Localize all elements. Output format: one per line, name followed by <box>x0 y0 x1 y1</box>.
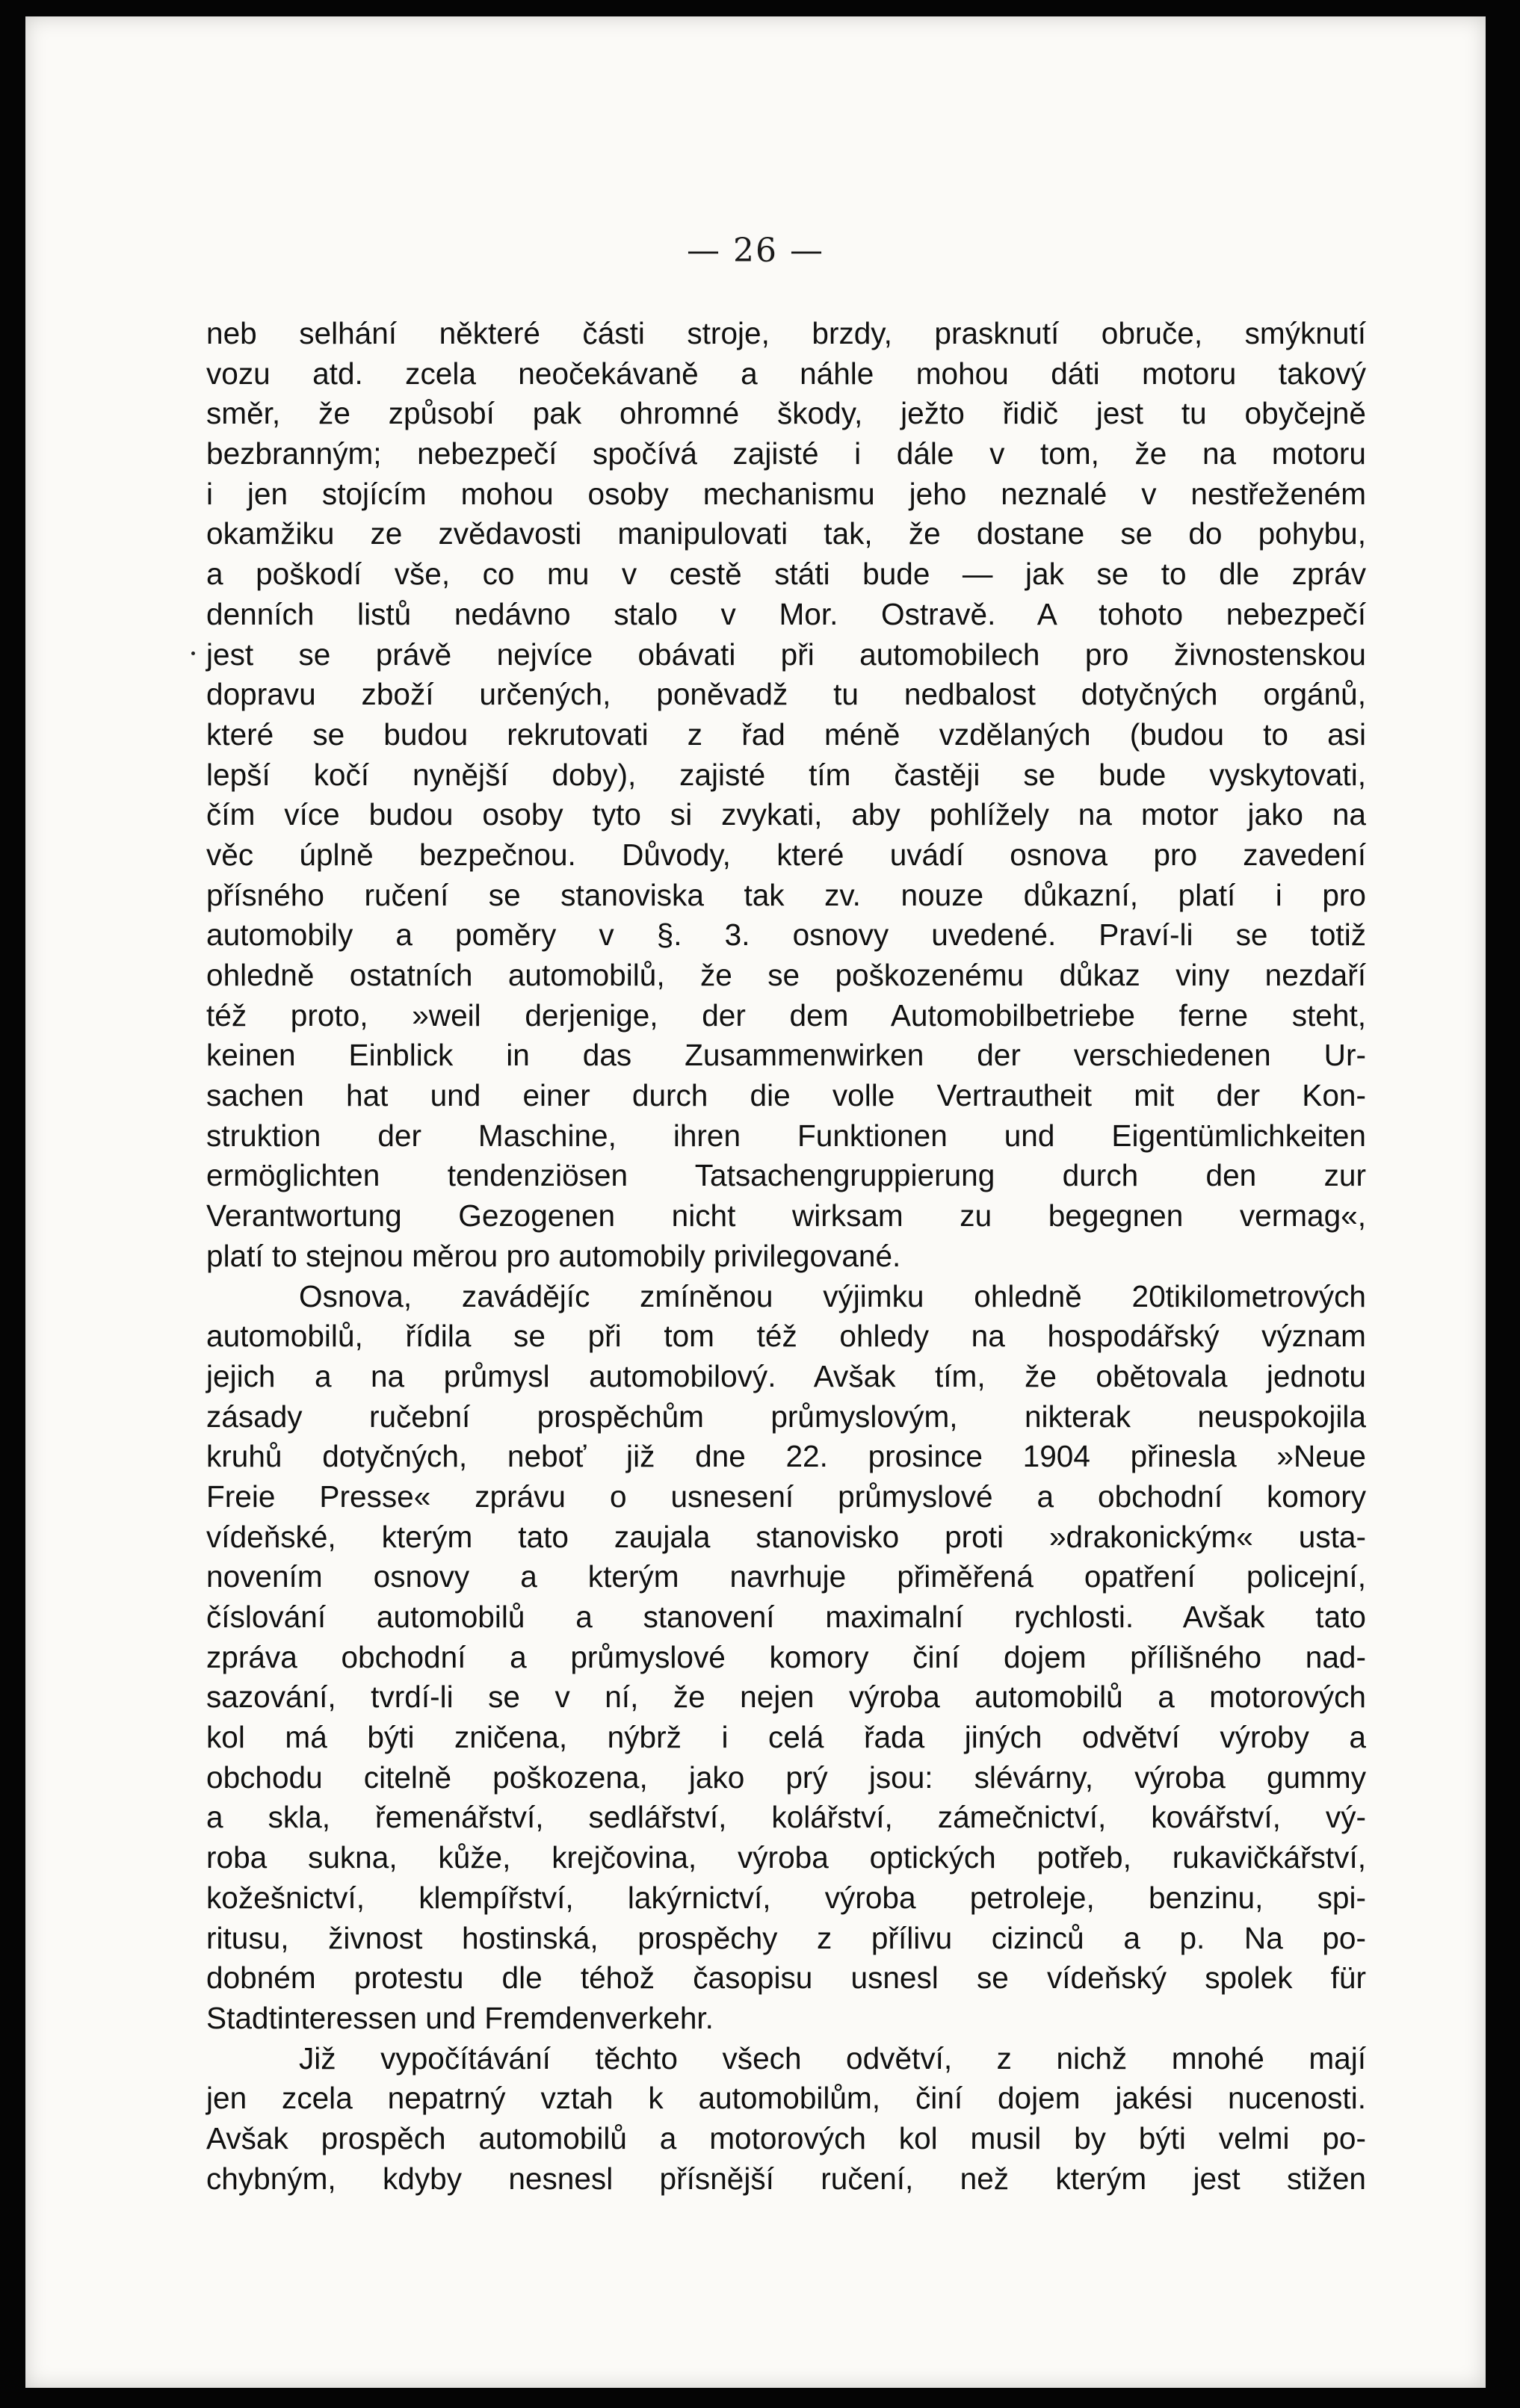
text-line: Již vypočítávání těchto všech odvětví, z nichž mnohé mají <box>299 2040 1366 2076</box>
text-line: zásady ručební prospěchům průmyslovým, nikterak neuspokojila <box>206 1399 1366 1434</box>
text-line: Freie Presse« zprávu o usnesení průmyslové a obchodní komory <box>206 1479 1366 1514</box>
text-line: chybným, kdyby nesnesl přísnější ručení, než kterým jest stižen <box>206 2161 1366 2196</box>
text-line: čím více budou osoby tyto si zvykati, aby pohlížely na motor jako na <box>206 797 1366 832</box>
text-line: které se budou rekrutovati z řad méně vzdělaných (budou to asi <box>206 716 1366 752</box>
text-line: dobném protestu dle téhož časopisu usnesl se vídeňský spolek für <box>206 1960 1366 1996</box>
text-line: jest se právě nejvíce obávati při automobilech pro živnostenskou <box>206 637 1366 672</box>
text-line: Verantwortung Gezogenen nicht wirksam zu begegnen vermag«, <box>206 1198 1366 1234</box>
text-line: vídeňské, kterým tato zaujala stanovisko proti »drakonickým« usta- <box>206 1519 1366 1554</box>
text-line: věc úplně bezpečnou. Důvody, které uvádí osnova pro zavedení <box>206 837 1366 872</box>
text-line: struktion der Maschine, ihren Funktionen und Eigentümlichkeiten <box>206 1118 1366 1153</box>
text-line: dopravu zboží určených, poněvadž tu nedbalost dotyčných orgánů, <box>206 677 1366 712</box>
text-line: denních listů nedávno stalo v Mor. Ostravě. A tohoto nebezpečí <box>206 596 1366 631</box>
text-line: automobilů, řídila se při tom též ohledy na hospodářský význam <box>206 1319 1366 1354</box>
text-line: i jen stojícím mohou osoby mechanismu jeho neznalé v nestřeženém <box>206 476 1366 511</box>
text-line: neb selhání některé části stroje, brzdy, prasknutí obruče, smýknutí <box>206 316 1366 350</box>
text-line: číslování automobilů a stanovení maximalní rychlosti. Avšak tato <box>206 1600 1366 1634</box>
text-line: Osnova, zavádějíc zmíněnou výjimku ohledně 20tikilometrových <box>299 1278 1366 1313</box>
text-line: novením osnovy a kterým navrhuje přiměřená opatření policejní, <box>206 1559 1366 1594</box>
text-line: kruhů dotyčných, neboť již dne 22. prosince 1904 přinesla »Neue <box>206 1439 1366 1474</box>
text-line: platí to stejnou měrou pro automobily privilegované. <box>206 1238 901 1273</box>
text-line: ermöglichten tendenziösen Tatsachengruppierung durch den zur <box>206 1158 1366 1193</box>
text-line: a skla, řemenářství, sedlářství, kolářství, zámečnictví, kovářství, vý- <box>206 1800 1366 1835</box>
text-line: vozu atd. zcela neočekávaně a náhle mohou dáti motoru takový <box>206 356 1366 391</box>
text-line: zpráva obchodní a průmyslové komory činí dojem přílišného nad- <box>206 1639 1366 1674</box>
text-line: bezbranným; nebezpečí spočívá zajisté i dále v tom, že na motoru <box>206 436 1366 471</box>
text-line: ohledně ostatních automobilů, že se poškozenému důkaz viny nezdaří <box>206 958 1366 992</box>
text-line: keinen Einblick in das Zusammenwirken der verschiedenen Ur- <box>206 1038 1366 1073</box>
text-line: a poškodí vše, co mu v cestě státi bude — jak se to dle zpráv <box>206 557 1366 592</box>
body-text <box>206 314 1366 2199</box>
text-line: lepší kočí nynější doby), zajisté tím častěji se bude vyskytovati, <box>206 757 1366 792</box>
text-line: sazování, tvrdí-li se v ní, že nejen výroba automobilů a motorových <box>206 1680 1366 1715</box>
text-line: roba sukna, kůže, krejčovina, výroba optických potřeb, rukavičkářství, <box>206 1840 1366 1875</box>
text-line: jen zcela nepatrný vztah k automobilům, činí dojem jakési nucenosti. <box>206 2081 1366 2116</box>
text-line: kožešnictví, klempířství, lakýrnictví, výroba petroleje, benzinu, spi- <box>206 1880 1366 1915</box>
text-line: sachen hat und einer durch die volle Vertrautheit mit der Kon- <box>206 1078 1366 1113</box>
text-line: automobily a poměry v §. 3. osnovy uvedené. Praví-li se totiž <box>206 917 1366 953</box>
text-line: přísného ručení se stanoviska tak zv. nouze důkazní, platí i pro <box>206 877 1366 912</box>
text-line: směr, že způsobí pak ohromné škody, ježto řidič jest tu obyčejně <box>206 396 1366 431</box>
text-line: kol má býti zničena, nýbrž i celá řada jiných odvětví výroby a <box>206 1720 1366 1755</box>
text-line: Stadtinteressen und Fremdenverkehr. <box>206 2000 714 2035</box>
text-line: okamžiku ze zvědavosti manipulovati tak, že dostane se do pohybu, <box>206 516 1366 551</box>
margin-mark <box>191 651 195 655</box>
text-line: též proto, »weil derjenige, der dem Automobilbetriebe ferne steht, <box>206 997 1366 1033</box>
text-line: Avšak prospěch automobilů a motorových kol musil by býti velmi po- <box>206 2120 1366 2155</box>
page-number: — 26 — <box>687 232 824 270</box>
text-line: jejich a na průmysl automobilový. Avšak tím, že obětovala jednotu <box>206 1358 1366 1393</box>
text-line: ritusu, živnost hostinská, prospěchy z přílivu cizinců a p. Na po- <box>206 1920 1366 1955</box>
text-line: obchodu citelně poškozena, jako prý jsou: slévárny, výroba gummy <box>206 1759 1366 1795</box>
